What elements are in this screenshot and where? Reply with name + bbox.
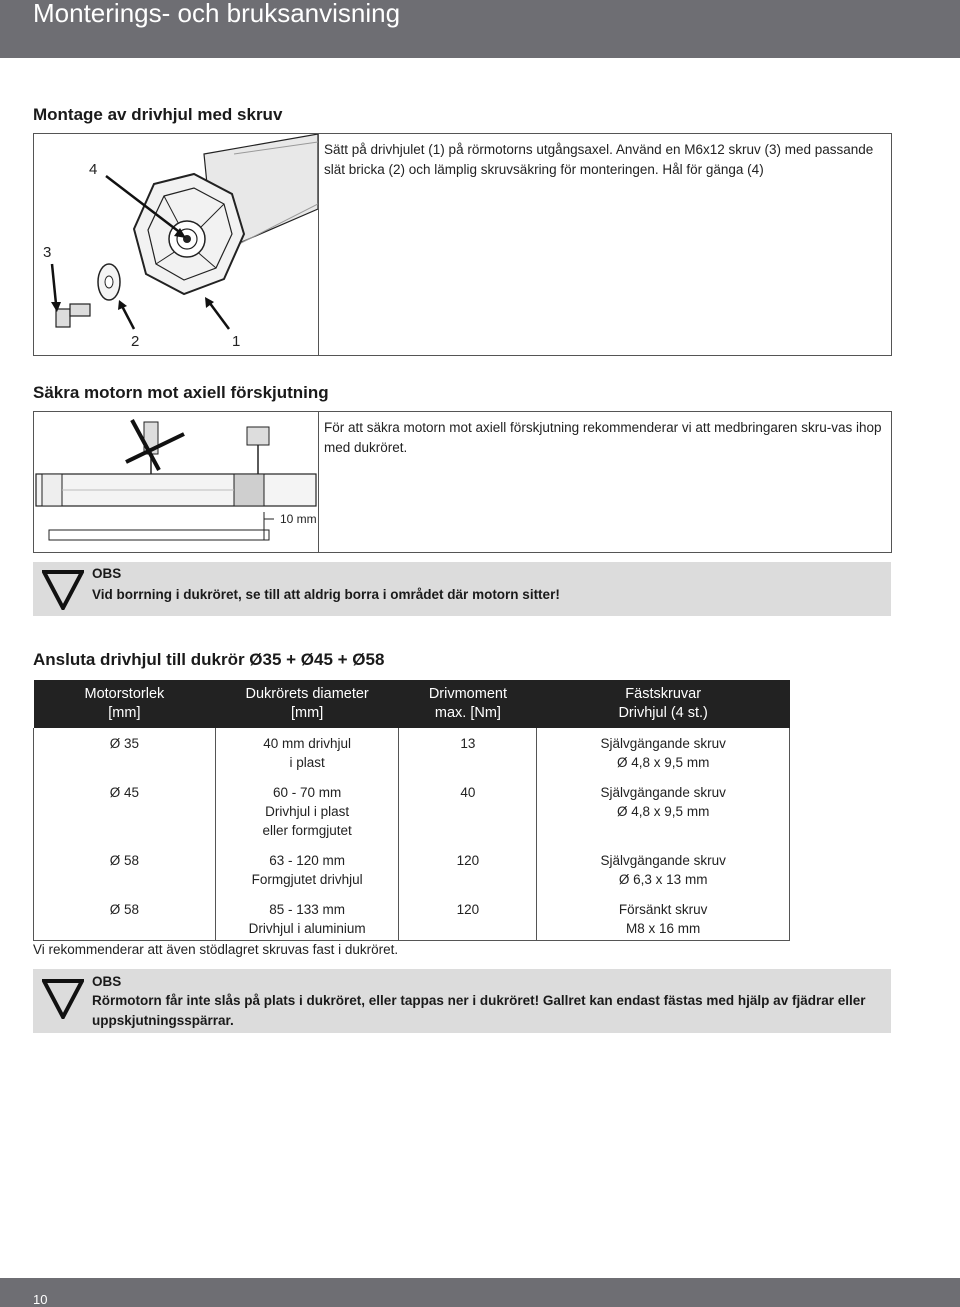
document-title: Monterings- och bruksanvisning: [33, 0, 401, 28]
table-row: Ø 58 85 - 133 mm Drivhjul i aluminium 120 Försänkt skruv M8 x 16 mm: [34, 897, 790, 941]
warning-triangle-icon: [42, 979, 84, 1019]
page-header: [0, 0, 960, 58]
obs-title: OBS: [92, 974, 122, 989]
dimension-label: 10 mm: [280, 512, 317, 526]
col-header-torque: Drivmoment max. [Nm]: [399, 680, 537, 728]
drive-wheel-table: [33, 680, 790, 941]
obs-warning-drilling: [33, 562, 891, 616]
label-1: 1: [232, 333, 241, 350]
table-row: Ø 45 60 - 70 mm Drivhjul i plast eller formgjutet 40 Självgängande skruv Ø 4,8 x 9,5 mm: [34, 780, 790, 848]
col-header-diameter: Dukrörets diameter [mm]: [215, 680, 399, 728]
section-title-axial: Säkra motorn mot axiell förskjutning: [33, 383, 329, 402]
table-header-row: [34, 680, 790, 728]
tube-drilling-illustration: [34, 412, 318, 552]
drive-wheel-illustration: [34, 134, 318, 355]
axial-figure-box: [33, 411, 892, 553]
section-title-mounting: Montage av drivhjul med skruv: [33, 105, 283, 124]
table-note: Vi rekommenderar att även stödlagret skruvas fast i dukröret.: [33, 942, 399, 957]
obs-title: OBS: [92, 566, 122, 581]
col-header-size: Motorstorlek [mm]: [34, 680, 216, 728]
mounting-instructions: Sätt på drivhjulet (1) på rörmotorns utgångsaxel. Använd en M6x12 skruv (3) med passande slät bricka (2) och lämplig skruvsäkring för monteringen. Hål för gänga (4): [324, 142, 874, 177]
table-row: Ø 58 63 - 120 mm Formgjutet drivhjul 120 Självgängande skruv Ø 6,3 x 13 mm: [34, 848, 790, 897]
obs-text: Rörmotorn får inte slås på plats i dukröret, eller tappas ner i dukröret! Gallret kan endast fästas med hjälp av fjädrar eller uppskjutningsspärrar.: [92, 993, 866, 1028]
table-row: Ø 35 40 mm drivhjul i plast 13 Självgängande skruv Ø 4,8 x 9,5 mm: [34, 728, 790, 780]
axial-instructions: För att säkra motorn mot axiell förskjutning rekommenderar vi att medbringaren skru-vas ihop med dukröret.: [324, 420, 882, 455]
obs-warning-motor: [33, 969, 891, 1033]
warning-triangle-icon: [42, 570, 84, 610]
page-footer: [0, 1278, 960, 1307]
label-3: 3: [43, 244, 52, 261]
mounting-figure-box: [33, 133, 892, 356]
obs-text: Vid borrning i dukröret, se till att aldrig borra i området där motorn sitter!: [92, 587, 560, 602]
section-title-connect: Ansluta drivhjul till dukrör Ø35 + Ø45 + Ø58: [33, 650, 385, 669]
page-number: 10: [33, 1292, 48, 1307]
label-2: 2: [131, 333, 140, 350]
label-4: 4: [89, 161, 98, 178]
col-header-screws: Fästskruvar Drivhjul (4 st.): [537, 680, 790, 728]
